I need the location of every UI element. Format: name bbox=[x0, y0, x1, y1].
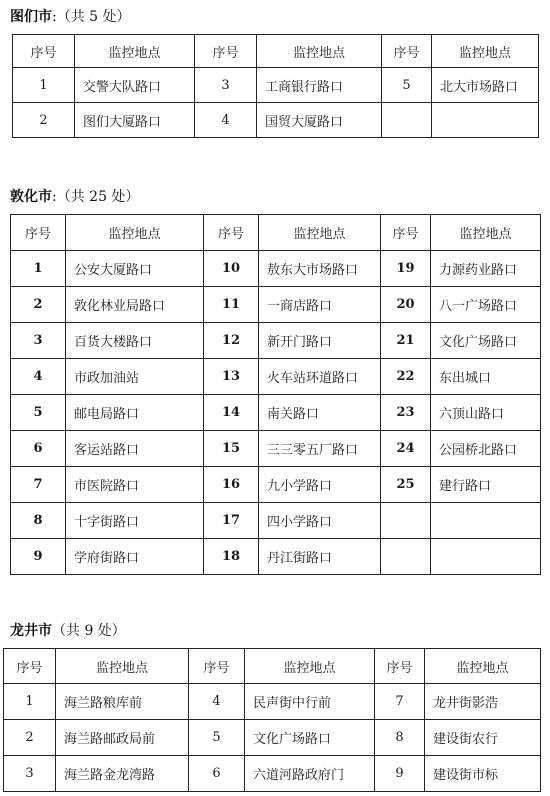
cell-place: 三三零五厂路口 bbox=[259, 431, 381, 467]
header-place: 监控地点 bbox=[257, 35, 382, 68]
table-row bbox=[11, 323, 541, 359]
cell-num: 22 bbox=[381, 359, 431, 395]
cell-num: 9 bbox=[375, 756, 425, 792]
header-num: 序号 bbox=[189, 649, 245, 684]
cell-place: 四小学路口 bbox=[259, 503, 381, 539]
table-row bbox=[11, 251, 541, 287]
cell-num: 3 bbox=[195, 68, 257, 103]
header-place: 监控地点 bbox=[425, 649, 541, 684]
section-title bbox=[10, 620, 126, 640]
section-title bbox=[10, 6, 131, 26]
cell-num: 7 bbox=[375, 684, 425, 720]
cell-num: 14 bbox=[204, 395, 259, 431]
cell-num: 2 bbox=[11, 287, 66, 323]
cell-place bbox=[431, 539, 541, 575]
cell-num: 25 bbox=[381, 467, 431, 503]
cell-place: 海兰路金龙湾路 bbox=[56, 756, 189, 792]
cell-place: 海兰路邮政局前 bbox=[56, 720, 189, 756]
cell-num: 2 bbox=[13, 103, 75, 138]
header-place: 监控地点 bbox=[66, 215, 204, 251]
cell-place: 六道河路政府门 bbox=[245, 756, 375, 792]
cell-place: 工商银行路口 bbox=[257, 68, 382, 103]
header-place: 监控地点 bbox=[432, 35, 539, 68]
table-row bbox=[11, 287, 541, 323]
cell-num: 1 bbox=[11, 251, 66, 287]
cell-num: 4 bbox=[195, 103, 257, 138]
table-row bbox=[4, 684, 541, 720]
header-num: 序号 bbox=[11, 215, 66, 251]
cell-num: 18 bbox=[204, 539, 259, 575]
header-num: 序号 bbox=[381, 215, 431, 251]
location-count: :（共 25 处） bbox=[52, 189, 140, 205]
cell-place: 十字街路口 bbox=[66, 503, 204, 539]
section-title bbox=[10, 186, 139, 206]
city-name: 龙井市 bbox=[10, 623, 52, 639]
cell-num: 4 bbox=[11, 359, 66, 395]
table-row bbox=[13, 68, 539, 103]
cell-place: 市政加油站 bbox=[66, 359, 204, 395]
cell-place: 学府街路口 bbox=[66, 539, 204, 575]
header-place: 监控地点 bbox=[75, 35, 195, 68]
cell-num: 4 bbox=[189, 684, 245, 720]
cell-num: 5 bbox=[382, 68, 432, 103]
cell-num: 8 bbox=[375, 720, 425, 756]
cell-num: 1 bbox=[13, 68, 75, 103]
cell-num: 12 bbox=[204, 323, 259, 359]
header-place: 监控地点 bbox=[56, 649, 189, 684]
header-place: 监控地点 bbox=[245, 649, 375, 684]
table-row bbox=[11, 395, 541, 431]
city-name: 敦化市 bbox=[10, 189, 52, 205]
cell-num: 15 bbox=[204, 431, 259, 467]
header-row bbox=[4, 649, 541, 684]
header-num: 序号 bbox=[13, 35, 75, 68]
cell-place: 八一广场路口 bbox=[431, 287, 541, 323]
table-row bbox=[11, 467, 541, 503]
cell-place: 邮电局路口 bbox=[66, 395, 204, 431]
cell-num: 2 bbox=[4, 720, 56, 756]
city-name: 图们市 bbox=[10, 9, 52, 25]
cell-num: 19 bbox=[381, 251, 431, 287]
header-num: 序号 bbox=[4, 649, 56, 684]
table-row bbox=[11, 359, 541, 395]
table-row bbox=[11, 503, 541, 539]
cell-place: 敖东大市场路口 bbox=[259, 251, 381, 287]
monitoring-table bbox=[12, 34, 539, 138]
cell-num: 5 bbox=[11, 395, 66, 431]
cell-place: 丹江街路口 bbox=[259, 539, 381, 575]
cell-num: 3 bbox=[11, 323, 66, 359]
table-row bbox=[4, 720, 541, 756]
cell-place: 客运站路口 bbox=[66, 431, 204, 467]
header-num: 序号 bbox=[195, 35, 257, 68]
location-count: （共 9 处） bbox=[52, 623, 126, 639]
cell-num: 3 bbox=[4, 756, 56, 792]
cell-place: 文化广场路口 bbox=[245, 720, 375, 756]
cell-num: 11 bbox=[204, 287, 259, 323]
cell-num: 6 bbox=[11, 431, 66, 467]
table-row bbox=[13, 103, 539, 138]
header-row bbox=[11, 215, 541, 251]
cell-place: 海兰路粮库前 bbox=[56, 684, 189, 720]
cell-num: 13 bbox=[204, 359, 259, 395]
cell-place: 建设街市标 bbox=[425, 756, 541, 792]
cell-num: 1 bbox=[4, 684, 56, 720]
cell-num: 5 bbox=[189, 720, 245, 756]
cell-num: 16 bbox=[204, 467, 259, 503]
header-num: 序号 bbox=[382, 35, 432, 68]
cell-place: 新开门路口 bbox=[259, 323, 381, 359]
cell-num: 17 bbox=[204, 503, 259, 539]
cell-place bbox=[432, 103, 539, 138]
header-row bbox=[13, 35, 539, 68]
header-num: 序号 bbox=[204, 215, 259, 251]
monitoring-table bbox=[10, 214, 541, 575]
cell-place: 一商店路口 bbox=[259, 287, 381, 323]
cell-num: 7 bbox=[11, 467, 66, 503]
cell-num bbox=[382, 103, 432, 138]
cell-place: 百货大楼路口 bbox=[66, 323, 204, 359]
cell-place: 东出城口 bbox=[431, 359, 541, 395]
cell-place: 公园桥北路口 bbox=[431, 431, 541, 467]
cell-place: 南关路口 bbox=[259, 395, 381, 431]
cell-place: 火车站环道路口 bbox=[259, 359, 381, 395]
cell-place: 交警大队路口 bbox=[75, 68, 195, 103]
cell-place: 九小学路口 bbox=[259, 467, 381, 503]
cell-place: 民声街中行前 bbox=[245, 684, 375, 720]
cell-place: 图们大厦路口 bbox=[75, 103, 195, 138]
table-row bbox=[11, 539, 541, 575]
cell-place: 六顶山路口 bbox=[431, 395, 541, 431]
monitoring-table bbox=[3, 648, 541, 792]
table-row bbox=[4, 756, 541, 792]
cell-place bbox=[431, 503, 541, 539]
cell-place: 建行路口 bbox=[431, 467, 541, 503]
cell-place: 公安大厦路口 bbox=[66, 251, 204, 287]
cell-place: 敦化林业局路口 bbox=[66, 287, 204, 323]
cell-place: 建设街农行 bbox=[425, 720, 541, 756]
location-count: :（共 5 处） bbox=[52, 9, 131, 25]
header-place: 监控地点 bbox=[431, 215, 541, 251]
cell-place: 市医院路口 bbox=[66, 467, 204, 503]
table-row bbox=[11, 431, 541, 467]
cell-num: 6 bbox=[189, 756, 245, 792]
header-place: 监控地点 bbox=[259, 215, 381, 251]
cell-place: 文化广场路口 bbox=[431, 323, 541, 359]
cell-num: 24 bbox=[381, 431, 431, 467]
cell-num: 8 bbox=[11, 503, 66, 539]
cell-place: 北大市场路口 bbox=[432, 68, 539, 103]
cell-num: 10 bbox=[204, 251, 259, 287]
cell-num: 9 bbox=[11, 539, 66, 575]
cell-num bbox=[381, 539, 431, 575]
cell-place: 国贸大厦路口 bbox=[257, 103, 382, 138]
cell-place: 力源药业路口 bbox=[431, 251, 541, 287]
cell-num: 23 bbox=[381, 395, 431, 431]
cell-place: 龙井街影浩 bbox=[425, 684, 541, 720]
cell-num: 20 bbox=[381, 287, 431, 323]
cell-num bbox=[381, 503, 431, 539]
cell-num: 21 bbox=[381, 323, 431, 359]
header-num: 序号 bbox=[375, 649, 425, 684]
